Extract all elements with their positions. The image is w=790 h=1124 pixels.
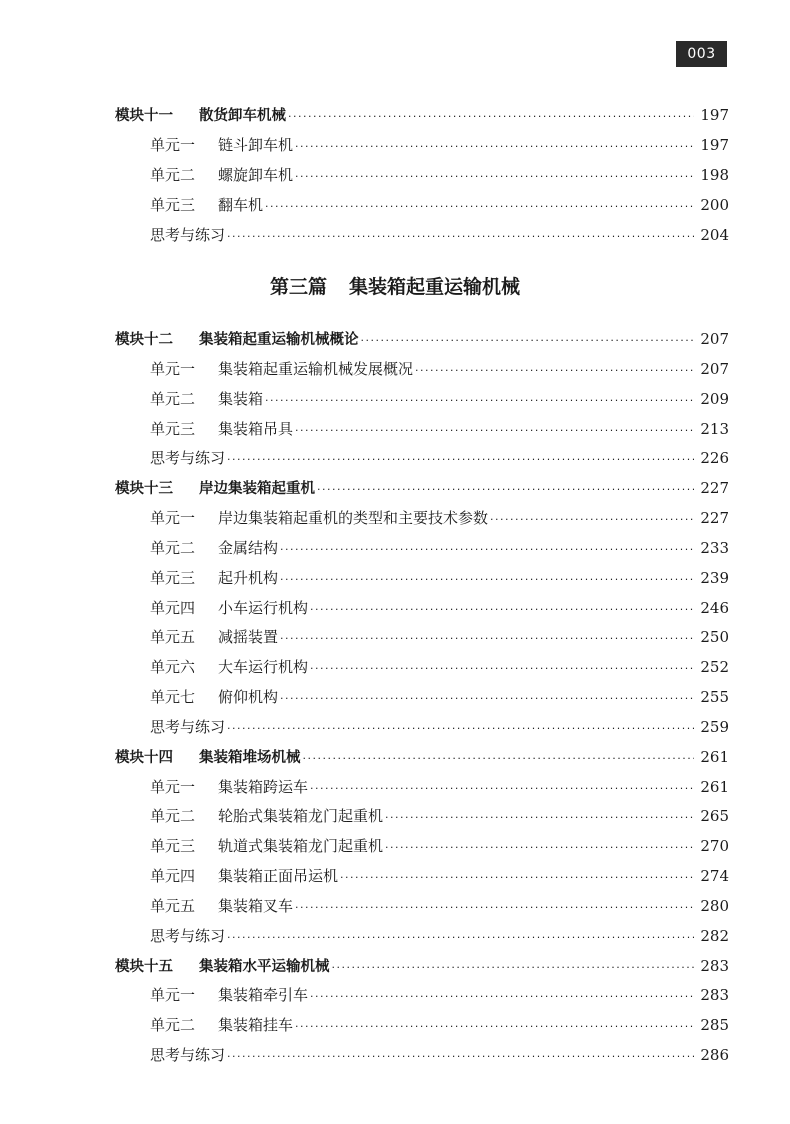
toc-entry-label: 单元二 [150, 1016, 196, 1035]
dot-leader [303, 744, 695, 774]
toc-entry-page: 252 [700, 658, 729, 677]
toc-entry-label: 模块十四 [115, 749, 173, 766]
toc-unit-row[interactable] [150, 130, 729, 160]
toc-entry-page: 280 [700, 896, 729, 915]
toc-entry-title: 思考与练习 [150, 1046, 226, 1065]
dot-leader [490, 505, 694, 535]
toc-entry-title: 链斗卸车机 [218, 136, 294, 154]
dot-leader [227, 1042, 694, 1072]
toc-entry-label: 模块十二 [115, 332, 173, 348]
toc-entry-label: 单元五 [150, 896, 196, 915]
dot-leader [227, 445, 694, 475]
dot-leader [332, 953, 695, 983]
toc-entry-page: 207 [700, 330, 729, 348]
toc-entry-title: 集装箱水平运输机械 [199, 958, 330, 975]
toc-entry-page: 226 [700, 449, 729, 468]
toc-entry-title: 轮胎式集装箱龙门起重机 [218, 807, 384, 826]
toc-entry-label: 单元四 [150, 598, 196, 617]
toc-entry-label: 单元一 [150, 509, 196, 528]
toc-entry-page: 282 [700, 926, 729, 945]
dot-leader [295, 162, 694, 192]
toc-entry-label: 单元二 [150, 166, 196, 184]
toc-exercise-row[interactable] [150, 1040, 729, 1070]
dot-leader [227, 714, 694, 744]
toc-entry-title: 集装箱起重运输机械发展概况 [218, 359, 414, 378]
toc-entry-page: 265 [700, 807, 729, 826]
toc-entry-label: 单元三 [150, 196, 196, 214]
toc-entry-title: 散货卸车机械 [199, 108, 286, 124]
toc-entry-page: 197 [700, 106, 729, 124]
toc-entry-title: 思考与练习 [150, 226, 226, 244]
dot-leader [317, 475, 694, 505]
toc-entry-title: 思考与练习 [150, 449, 226, 468]
toc-entry-title: 集装箱堆场机械 [199, 749, 301, 766]
toc-entry-label: 单元三 [150, 837, 196, 856]
toc-entry-title: 集装箱吊具 [218, 419, 294, 438]
toc-unit-row[interactable] [150, 160, 729, 190]
toc-module-row[interactable] [115, 951, 729, 981]
toc-exercise-row[interactable] [150, 712, 729, 742]
toc-entry-title: 起升机构 [218, 568, 279, 587]
dot-leader [227, 222, 694, 252]
toc-entry-title: 减摇装置 [218, 628, 279, 647]
toc-entry-page: 274 [700, 867, 729, 886]
toc-entry-title: 集装箱 [218, 389, 264, 408]
toc-entry-label: 单元三 [150, 568, 196, 587]
dot-leader [310, 774, 694, 804]
dot-leader [295, 1012, 694, 1042]
toc-entry-page: 283 [700, 986, 729, 1005]
dot-leader [265, 192, 694, 222]
dot-leader [295, 132, 694, 162]
toc-entry-page: 250 [700, 628, 729, 647]
toc-entry-page: 227 [700, 509, 729, 528]
toc-unit-row[interactable] [150, 682, 729, 712]
toc-entry-label: 单元五 [150, 628, 196, 647]
part-label: 第三篇 [269, 276, 327, 298]
toc-entry-label: 单元一 [150, 359, 196, 378]
toc-entry-page: 283 [700, 956, 729, 975]
toc-unit-row[interactable] [150, 980, 729, 1010]
dot-leader [361, 326, 695, 356]
toc-entry-label: 模块十三 [115, 481, 173, 498]
toc-entry-title: 思考与练习 [150, 926, 226, 945]
toc-entry-label: 单元一 [150, 136, 196, 154]
toc-entry-page: 233 [700, 538, 729, 557]
dot-leader [295, 893, 694, 923]
toc-entry-label: 单元一 [150, 777, 196, 796]
toc-entry-title: 轨道式集装箱龙门起重机 [218, 837, 384, 856]
toc-module-row[interactable] [115, 100, 729, 130]
toc-entry-title: 小车运行机构 [218, 598, 309, 617]
toc-entry-label: 单元三 [150, 419, 196, 438]
toc-module-row[interactable] [115, 324, 729, 354]
dot-leader [340, 863, 694, 893]
toc-entry-page: 255 [700, 688, 729, 707]
toc-entry-page: 213 [700, 419, 729, 438]
toc-entry-page: 285 [700, 1016, 729, 1035]
toc-entry-title: 翻车机 [218, 196, 264, 214]
dot-leader [280, 565, 694, 595]
toc-entry-page: 204 [700, 226, 729, 244]
toc-entry-title: 集装箱起重运输机械概论 [199, 332, 359, 348]
toc-entry-page: 198 [700, 166, 729, 184]
dot-leader [288, 102, 694, 132]
toc-entry-label: 单元六 [150, 658, 196, 677]
dot-leader [265, 386, 694, 416]
toc-entry-label: 模块十五 [115, 958, 173, 975]
toc-entry-title: 金属结构 [218, 538, 279, 557]
toc-entry-page: 261 [700, 777, 729, 796]
toc-entry-title: 俯仰机构 [218, 688, 279, 707]
toc-unit-row[interactable] [150, 354, 729, 384]
toc-entry-label: 单元一 [150, 986, 196, 1005]
toc-module-row[interactable] [115, 742, 729, 772]
toc-unit-row[interactable] [150, 652, 729, 682]
toc-exercise-row[interactable] [150, 443, 729, 473]
toc-entry-label: 单元四 [150, 867, 196, 886]
toc-entry-label: 单元七 [150, 688, 196, 707]
toc-unit-row[interactable] [150, 563, 729, 593]
toc-exercise-row[interactable] [150, 220, 729, 250]
toc-entry-page: 239 [700, 568, 729, 587]
dot-leader [280, 624, 694, 654]
toc-entry-title: 集装箱跨运车 [218, 777, 309, 796]
part-title: 集装箱起重运输机械 [349, 276, 521, 298]
toc-entry-page: 246 [700, 598, 729, 617]
toc-unit-row[interactable] [150, 772, 729, 802]
toc-unit-row[interactable] [150, 190, 729, 220]
toc-entry-title: 集装箱挂车 [218, 1016, 294, 1035]
toc-exercise-row[interactable] [150, 921, 729, 951]
toc-unit-row[interactable] [150, 861, 729, 891]
toc-entry-label: 模块十一 [115, 108, 173, 124]
toc-entry-title: 思考与练习 [150, 717, 226, 736]
toc-entry-page: 200 [700, 196, 729, 214]
toc-entry-title: 大车运行机构 [218, 658, 309, 677]
toc-unit-row[interactable] [150, 831, 729, 861]
toc-unit-row[interactable] [150, 414, 729, 444]
dot-leader [415, 356, 694, 386]
toc-entry-label: 单元二 [150, 538, 196, 557]
dot-leader [295, 416, 694, 446]
toc-entry-label: 单元二 [150, 807, 196, 826]
toc-entry-page: 207 [700, 359, 729, 378]
dot-leader [385, 803, 694, 833]
toc-entry-page: 209 [700, 389, 729, 408]
toc-unit-row[interactable] [150, 622, 729, 652]
dot-leader [227, 923, 694, 953]
dot-leader [310, 654, 694, 684]
toc-entry-page: 197 [700, 136, 729, 154]
toc-entry-page: 259 [700, 717, 729, 736]
toc-entry-title: 岸边集装箱起重机 [199, 481, 315, 498]
toc-entry-title: 螺旋卸车机 [218, 166, 294, 184]
toc-unit-row[interactable] [150, 503, 729, 533]
toc-unit-row[interactable] [150, 1010, 729, 1040]
toc-entry-page: 270 [700, 837, 729, 856]
toc-entry-title: 集装箱正面吊运机 [218, 867, 339, 886]
dot-leader [280, 535, 694, 565]
toc-unit-row[interactable] [150, 593, 729, 623]
toc-unit-row[interactable] [150, 891, 729, 921]
dot-leader [310, 595, 694, 625]
page-number: 003 [676, 41, 727, 67]
toc-unit-row[interactable] [150, 533, 729, 563]
dot-leader [280, 684, 694, 714]
toc-entry-label: 单元二 [150, 389, 196, 408]
dot-leader [310, 982, 694, 1012]
dot-leader [385, 833, 694, 863]
toc-unit-row[interactable] [150, 801, 729, 831]
toc-entry-title: 集装箱叉车 [218, 896, 294, 915]
toc-module-row[interactable] [115, 473, 729, 503]
toc-entry-page: 227 [700, 479, 729, 498]
toc-entry-title: 集装箱牵引车 [218, 986, 309, 1005]
toc-entry-title: 岸边集装箱起重机的类型和主要技术参数 [218, 509, 489, 528]
toc-entry-page: 286 [700, 1046, 729, 1065]
toc-entry-page: 261 [700, 747, 729, 766]
toc-unit-row[interactable] [150, 384, 729, 414]
part-heading [0, 274, 790, 300]
